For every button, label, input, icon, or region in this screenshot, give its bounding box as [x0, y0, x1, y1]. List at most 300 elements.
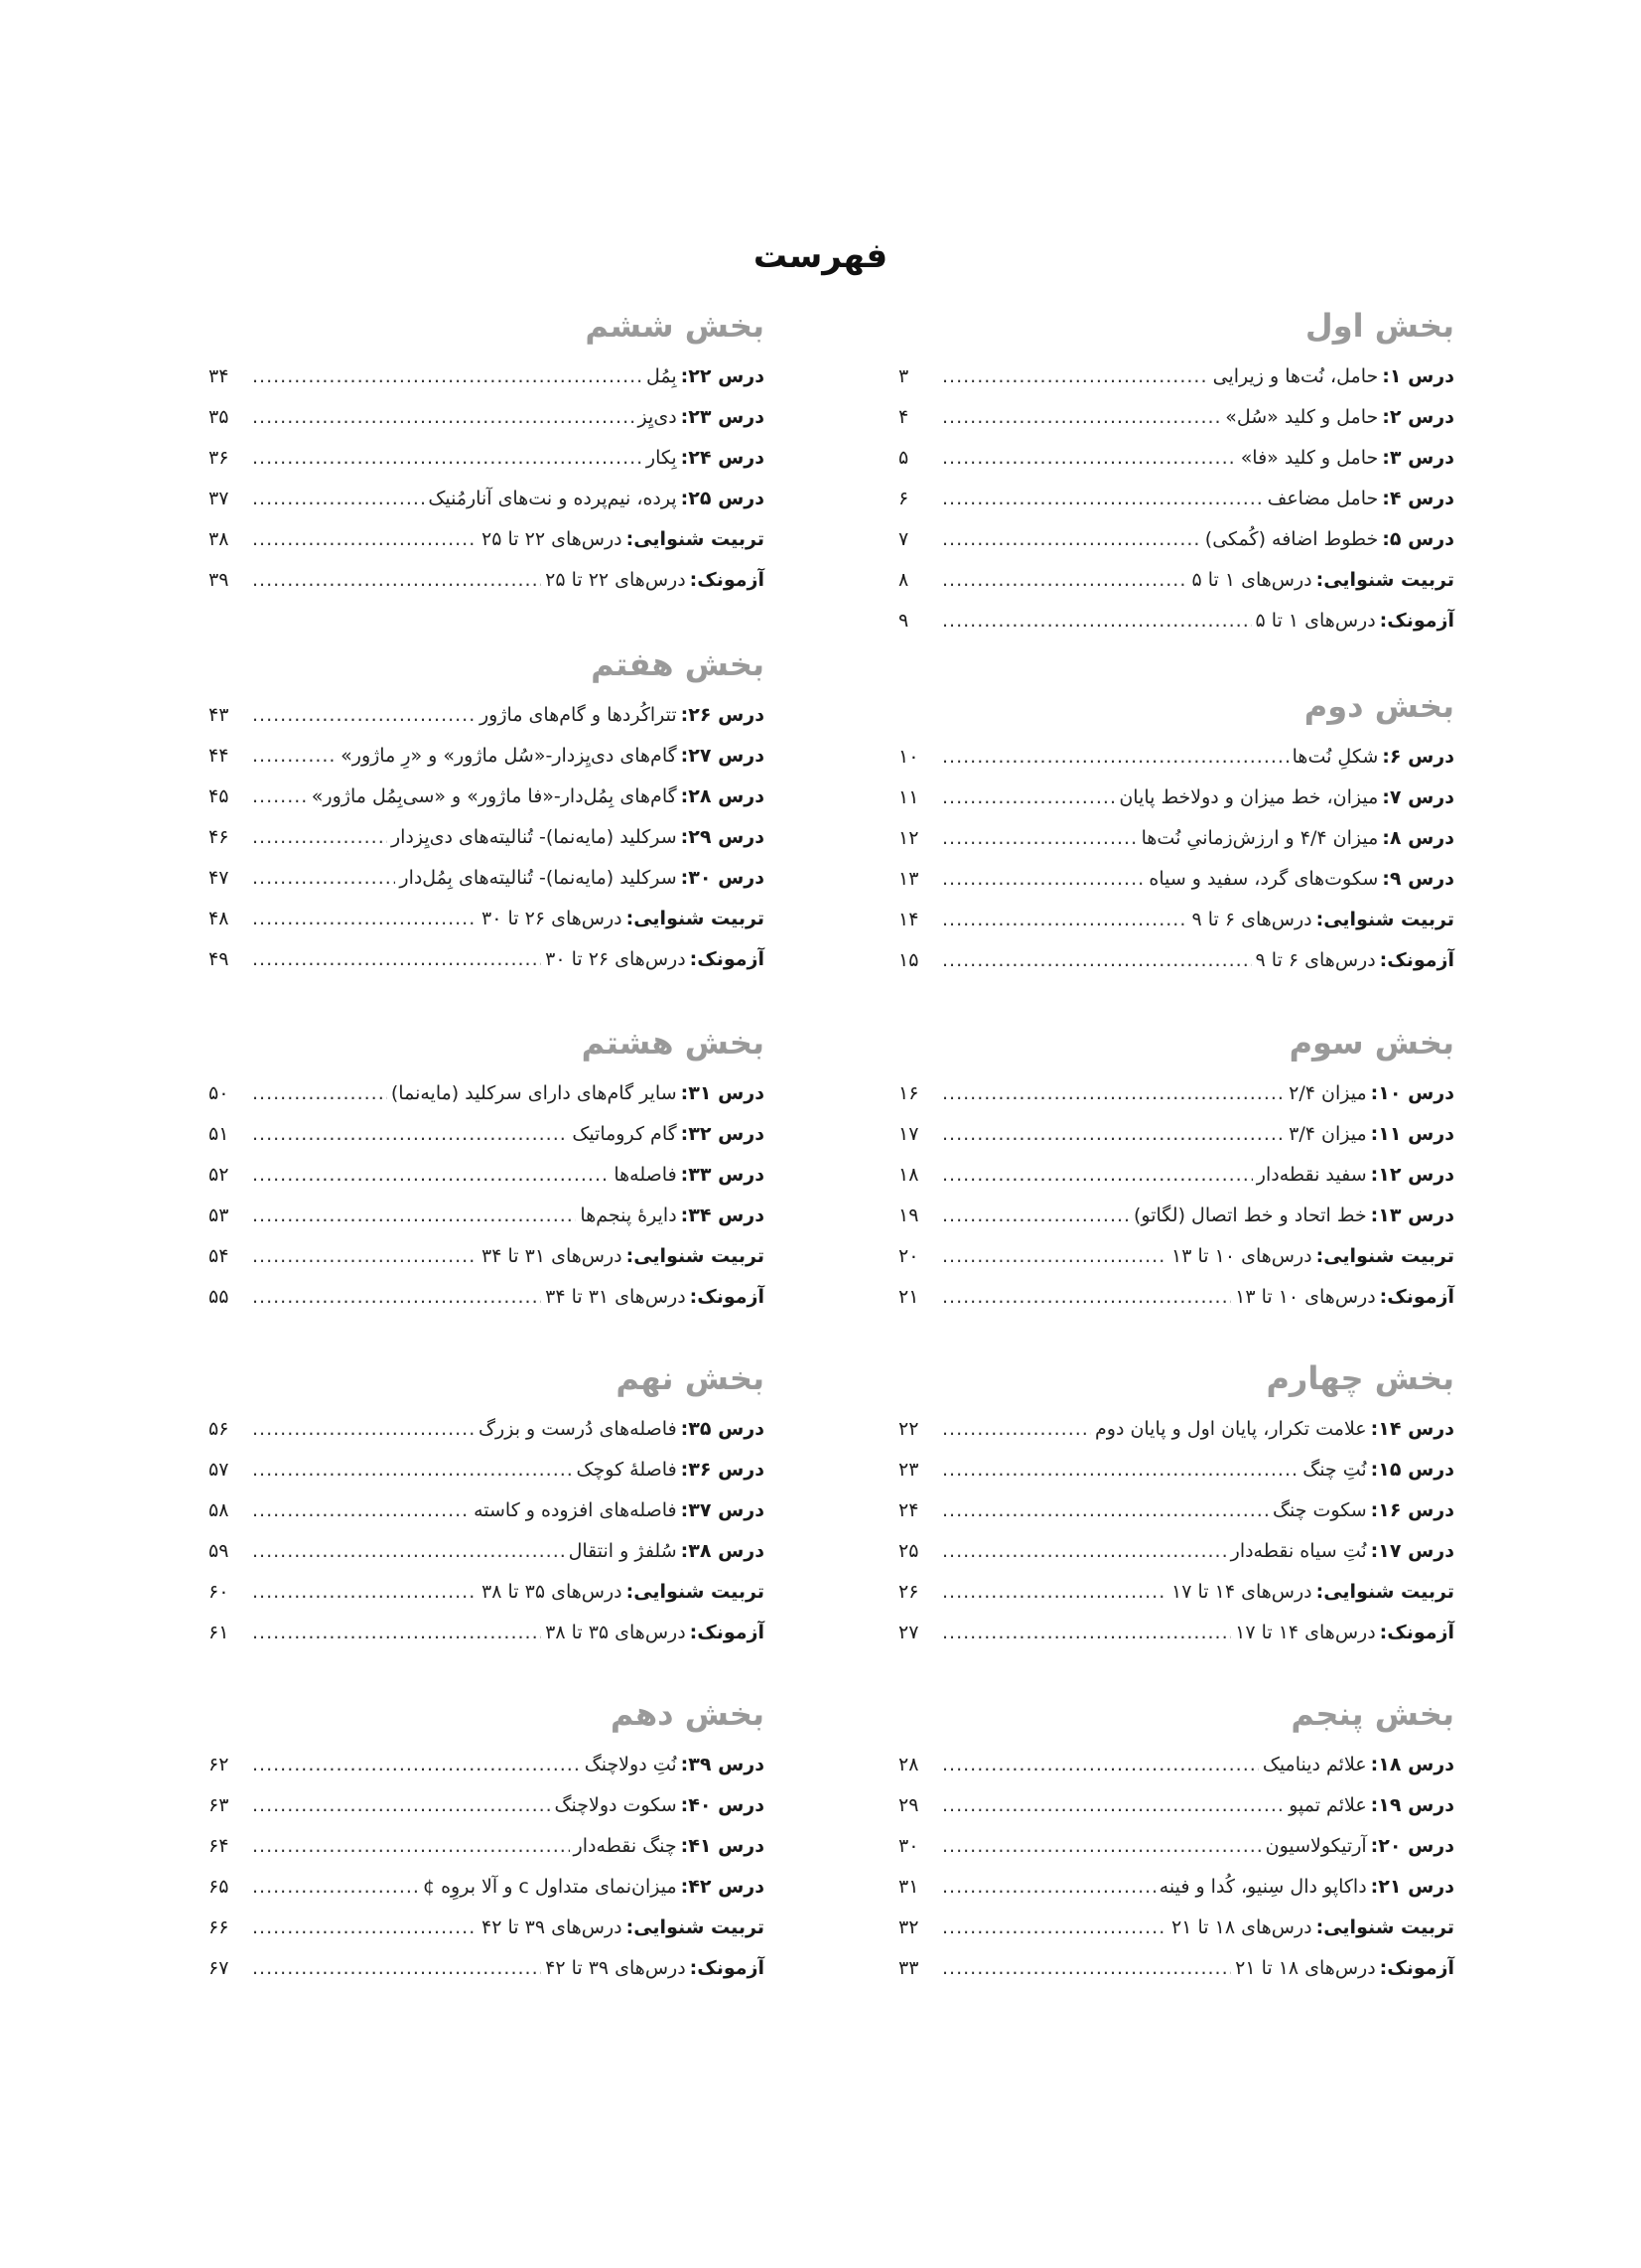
entry-separator: : — [1382, 488, 1390, 509]
entry-label: درس ۱۵ — [1378, 1459, 1454, 1481]
dot-leader — [942, 1531, 1227, 1572]
entry-label: درس ۸ — [1389, 827, 1454, 849]
entry-label: آزمونک — [1387, 949, 1454, 971]
entry-label: تربیت شنوایی — [633, 528, 764, 550]
dot-leader — [252, 1613, 541, 1653]
page-number: ۱۲ — [898, 827, 919, 849]
entry-label: درس ۲۳ — [688, 406, 764, 428]
section-heading: بخش دوم — [1303, 687, 1454, 725]
toc-entry[interactable] — [208, 479, 764, 519]
page-number: ۲۵ — [898, 1540, 919, 1562]
entry-title: علائم دینامیک — [1262, 1754, 1367, 1775]
toc-entry[interactable] — [898, 859, 1454, 900]
section-heading: بخش چهارم — [1266, 1359, 1454, 1397]
entry-label: تربیت شنوایی — [633, 1916, 764, 1938]
section-heading: بخش هفتم — [591, 645, 764, 683]
toc-entry[interactable] — [208, 1948, 764, 1989]
entry-title: علامت تکرار، پایان اول و پایان دوم — [1095, 1418, 1367, 1440]
dot-leader — [942, 1490, 1269, 1531]
dot-leader — [252, 1409, 475, 1450]
entry-label: درس ۱۴ — [1378, 1418, 1454, 1440]
entry-title: درس‌های ۱۴ تا ۱۷ — [1235, 1622, 1376, 1643]
entry-separator: : — [1315, 1245, 1324, 1267]
entry-title: درس‌های ۶ تا ۹ — [1191, 909, 1312, 930]
entry-separator: : — [680, 1876, 689, 1898]
dot-leader — [942, 1785, 1285, 1826]
toc-entry[interactable] — [208, 438, 764, 479]
entry-separator: : — [680, 365, 689, 387]
toc-entry[interactable] — [898, 479, 1454, 519]
entry-separator: : — [1315, 909, 1324, 930]
entry-title: خطوط اضافه (کُمکی) — [1204, 528, 1379, 550]
page-number: ۱۶ — [898, 1082, 919, 1104]
dot-leader — [942, 1236, 1167, 1277]
toc-entry[interactable] — [208, 1114, 764, 1155]
entry-title: درس‌های ۱ تا ۵ — [1191, 569, 1312, 591]
entry-label: درس ۹ — [1389, 868, 1454, 890]
page-number: ۵۶ — [208, 1418, 229, 1440]
entry-title: درس‌های ۱۰ تا ۱۳ — [1171, 1245, 1312, 1267]
toc-section — [898, 683, 1454, 981]
entry-label: درس ۴۱ — [688, 1835, 764, 1857]
page-number: ۶۲ — [208, 1754, 229, 1775]
toc-entry[interactable] — [208, 817, 764, 858]
page-number: ۴ — [898, 406, 909, 428]
toc-entry[interactable] — [208, 1490, 764, 1531]
dot-leader — [252, 438, 642, 479]
toc-entry[interactable] — [898, 1572, 1454, 1613]
entry-separator: : — [1382, 786, 1390, 808]
entry-label: درس ۱۲ — [1378, 1164, 1454, 1186]
entry-title: خط اتحاد و خط اتصال (لگاتو) — [1134, 1205, 1367, 1226]
entry-separator: : — [1370, 1499, 1379, 1521]
toc-entry[interactable] — [898, 900, 1454, 940]
dot-leader — [942, 1572, 1167, 1613]
toc-entry[interactable] — [208, 1409, 764, 1450]
toc-entry[interactable] — [208, 1867, 764, 1908]
toc-entry[interactable] — [208, 1572, 764, 1613]
section-heading: بخش هشتم — [581, 1024, 764, 1062]
entry-separator: : — [1382, 406, 1390, 428]
entry-label: درس ۳۶ — [688, 1459, 764, 1481]
page-number: ۴۶ — [208, 826, 229, 848]
dot-leader — [942, 818, 1138, 859]
page-number: ۳۲ — [898, 1916, 919, 1938]
page-number: ۵۵ — [208, 1286, 229, 1308]
page-number: ۵۸ — [208, 1499, 229, 1521]
page-number: ۶۴ — [208, 1835, 229, 1857]
entry-title: نُتِ دولاچنگ — [584, 1754, 677, 1775]
toc-entry[interactable] — [898, 1409, 1454, 1450]
entry-separator: : — [680, 826, 689, 848]
entry-label: درس ۳۱ — [688, 1082, 764, 1104]
entry-separator: : — [1370, 1164, 1379, 1186]
entry-label: درس ۴۲ — [688, 1876, 764, 1898]
dot-leader — [252, 356, 642, 397]
toc-entry[interactable] — [208, 397, 764, 438]
toc-entry[interactable] — [208, 1277, 764, 1318]
dot-leader — [252, 1450, 573, 1490]
entry-label: درس ۳۰ — [688, 867, 764, 889]
entry-label: آزمونک — [697, 1622, 764, 1643]
entry-separator: : — [1315, 1581, 1324, 1603]
toc-entry[interactable] — [898, 560, 1454, 601]
entry-label: درس ۲۶ — [688, 704, 764, 726]
page-number: ۵۷ — [208, 1459, 229, 1481]
toc-entry[interactable] — [208, 939, 764, 980]
entry-label: آزمونک — [1387, 1622, 1454, 1643]
toc-entry[interactable] — [898, 1948, 1454, 1989]
entry-label: درس ۳ — [1389, 447, 1454, 469]
entry-label: درس ۳۹ — [688, 1754, 764, 1775]
dot-leader — [252, 736, 337, 777]
page-number: ۵۰ — [208, 1082, 229, 1104]
toc-entry[interactable] — [898, 438, 1454, 479]
dot-leader — [942, 397, 1221, 438]
entry-label: درس ۲۱ — [1378, 1876, 1454, 1898]
toc-entry[interactable] — [898, 1450, 1454, 1490]
entry-title: درس‌های ۲۶ تا ۳۰ — [545, 948, 686, 970]
entry-title: سرکلید (مایه‌نما)- تُنالیته‌های بِمُل‌دار — [399, 867, 677, 889]
entry-separator: : — [689, 1957, 698, 1979]
entry-title: گام‌های بِمُل‌دار-«فا ماژور» و «سی‌بِمُل ماژور» — [311, 785, 677, 807]
entry-title: فاصلهٔ کوچک — [576, 1459, 677, 1481]
page-number: ۳۱ — [898, 1876, 919, 1898]
dot-leader — [252, 1867, 419, 1908]
toc-entry[interactable] — [898, 356, 1454, 397]
toc-entry[interactable] — [208, 1236, 764, 1277]
dot-leader — [252, 1490, 470, 1531]
entry-separator: : — [680, 1754, 689, 1775]
entry-separator: : — [1315, 569, 1324, 591]
toc-entry[interactable] — [208, 1785, 764, 1826]
toc-entry[interactable] — [898, 397, 1454, 438]
page-number: ۵ — [898, 447, 909, 469]
toc-entry[interactable] — [898, 601, 1454, 641]
toc-entry[interactable] — [208, 1073, 764, 1114]
toc-entry[interactable] — [898, 737, 1454, 778]
entry-separator: : — [625, 528, 634, 550]
entry-separator: : — [680, 406, 689, 428]
entry-separator: : — [680, 867, 689, 889]
entry-label: درس ۲ — [1389, 406, 1454, 428]
page-number: ۱۳ — [898, 868, 919, 890]
toc-entry[interactable] — [208, 695, 764, 736]
page-number: ۱۰ — [898, 746, 919, 768]
entry-title: درس‌های ۲۲ تا ۲۵ — [545, 569, 686, 591]
entry-label: آزمونک — [697, 569, 764, 591]
page-number: ۱۴ — [898, 909, 919, 930]
page-number: ۱۷ — [898, 1123, 919, 1145]
entry-label: تربیت شنوایی — [1323, 1916, 1454, 1938]
entry-separator: : — [1379, 1957, 1388, 1979]
entry-title: سایر گام‌های دارای سرکلید (مایه‌نما) — [390, 1082, 677, 1104]
toc-entry[interactable] — [208, 1531, 764, 1572]
entry-label: درس ۳۷ — [688, 1499, 764, 1521]
entry-title: میزان ۳/۴ — [1289, 1123, 1367, 1145]
toc-entry[interactable] — [898, 1073, 1454, 1114]
page-number: ۶ — [898, 488, 909, 509]
entry-separator: : — [1370, 1459, 1379, 1481]
entry-title: درس‌های ۲۲ تا ۲۵ — [481, 528, 622, 550]
toc-entry[interactable] — [898, 940, 1454, 981]
entry-label: درس ۲۷ — [688, 745, 764, 767]
entry-separator: : — [1382, 868, 1390, 890]
dot-leader — [942, 1948, 1231, 1989]
page-title: فهرست — [752, 236, 889, 276]
toc-entry[interactable] — [208, 1826, 764, 1867]
page-number: ۵۳ — [208, 1205, 229, 1226]
dot-leader — [942, 1867, 1156, 1908]
toc-entry[interactable] — [898, 1490, 1454, 1531]
page-number: ۶۶ — [208, 1916, 229, 1938]
dot-leader — [252, 777, 308, 817]
page-number: ۳۵ — [208, 406, 229, 428]
dot-leader — [942, 519, 1201, 560]
entry-label: درس ۵ — [1389, 528, 1454, 550]
entry-title: حامل مضاعف — [1267, 488, 1379, 509]
dot-leader — [942, 479, 1264, 519]
page-number: ۵۲ — [208, 1164, 229, 1186]
entry-label: آزمونک — [1387, 1957, 1454, 1979]
page-number: ۴۷ — [208, 867, 229, 889]
entry-separator: : — [680, 1082, 689, 1104]
toc-entry[interactable] — [898, 1785, 1454, 1826]
entry-label: درس ۱۷ — [1378, 1540, 1454, 1562]
entry-title: سکوت دولاچنگ — [554, 1794, 677, 1816]
toc-entry[interactable] — [898, 1867, 1454, 1908]
toc-entry[interactable] — [898, 818, 1454, 859]
dot-leader — [252, 397, 634, 438]
dot-leader — [252, 1745, 581, 1785]
dot-leader — [942, 900, 1187, 940]
toc-section — [898, 1355, 1454, 1653]
toc-entry[interactable] — [208, 858, 764, 899]
dot-leader — [942, 1613, 1231, 1653]
dot-leader — [252, 1908, 478, 1948]
section-heading: بخش نهم — [615, 1359, 764, 1397]
toc-entry[interactable] — [898, 1531, 1454, 1572]
page-number: ۶۳ — [208, 1794, 229, 1816]
toc-entry[interactable] — [208, 1745, 764, 1785]
toc-entry[interactable] — [898, 1114, 1454, 1155]
entry-label: تربیت شنوایی — [1323, 1245, 1454, 1267]
entry-separator: : — [1370, 1205, 1379, 1226]
dot-leader — [942, 1196, 1130, 1236]
entry-label: درس ۱۸ — [1378, 1754, 1454, 1775]
entry-label: درس ۲۴ — [688, 447, 764, 469]
page-number: ۴۵ — [208, 785, 229, 807]
entry-label: تربیت شنوایی — [1323, 1581, 1454, 1603]
dot-leader — [942, 1745, 1259, 1785]
dot-leader — [252, 817, 387, 858]
entry-separator: : — [689, 948, 698, 970]
toc-section — [208, 1691, 764, 1989]
entry-label: درس ۱۹ — [1378, 1794, 1454, 1816]
dot-leader — [252, 1114, 568, 1155]
entry-separator: : — [1382, 365, 1390, 387]
entry-title: گام کروماتیک — [572, 1123, 677, 1145]
entry-title: حامل و کلید «فا» — [1240, 447, 1379, 469]
page-number: ۲۶ — [898, 1581, 919, 1603]
toc-section — [208, 641, 764, 980]
entry-label: درس ۶ — [1389, 746, 1454, 768]
toc-entry[interactable] — [208, 1450, 764, 1490]
dot-leader — [252, 1948, 541, 1989]
entry-label: آزمونک — [697, 1957, 764, 1979]
entry-separator: : — [689, 1622, 698, 1643]
entry-label: درس ۱۳ — [1378, 1205, 1454, 1226]
entry-label: درس ۲۵ — [688, 488, 764, 509]
page-number: ۵۱ — [208, 1123, 229, 1145]
toc-entry[interactable] — [208, 1613, 764, 1653]
toc-entry[interactable] — [208, 1155, 764, 1196]
entry-title: شکلِ نُت‌ها — [1292, 746, 1379, 768]
page-number: ۵۴ — [208, 1245, 229, 1267]
toc-entry[interactable] — [898, 778, 1454, 818]
entry-title: فاصله‌های افزوده و کاسته — [474, 1499, 677, 1521]
toc-entry[interactable] — [898, 1155, 1454, 1196]
entry-title: بِکار — [645, 447, 677, 469]
entry-title: درس‌های ۱۸ تا ۲۱ — [1235, 1957, 1376, 1979]
toc-entry[interactable] — [208, 1908, 764, 1948]
toc-entry[interactable] — [898, 1236, 1454, 1277]
entry-title: فاصله‌های دُرست و بزرگ — [479, 1418, 677, 1440]
toc-entry[interactable] — [208, 736, 764, 777]
entry-title: درس‌های ۱ تا ۵ — [1255, 610, 1376, 632]
toc-entry[interactable] — [208, 519, 764, 560]
toc-entry[interactable] — [208, 356, 764, 397]
toc-entry[interactable] — [208, 777, 764, 817]
entry-label: آزمونک — [1387, 610, 1454, 632]
page-number: ۳۷ — [208, 488, 229, 509]
entry-separator: : — [680, 1418, 689, 1440]
dot-leader — [252, 1826, 570, 1867]
entry-title: درس‌های ۱۴ تا ۱۷ — [1171, 1581, 1312, 1603]
entry-label: درس ۷ — [1389, 786, 1454, 808]
entry-separator: : — [680, 1540, 689, 1562]
dot-leader — [942, 1826, 1262, 1867]
entry-separator: : — [625, 1245, 634, 1267]
entry-separator: : — [680, 1835, 689, 1857]
entry-title: نُتِ چنگ — [1302, 1459, 1367, 1481]
entry-label: درس ۳۲ — [688, 1123, 764, 1145]
entry-separator: : — [1370, 1540, 1379, 1562]
entry-title: درس‌های ۱۰ تا ۱۳ — [1235, 1286, 1376, 1308]
page-number: ۴۸ — [208, 908, 229, 929]
dot-leader — [942, 601, 1252, 641]
page-number: ۶۰ — [208, 1581, 229, 1603]
dot-leader — [942, 737, 1289, 778]
entry-title: سُلفژ و انتقال — [568, 1540, 677, 1562]
toc-entry[interactable] — [208, 1196, 764, 1236]
toc-entry[interactable] — [898, 1745, 1454, 1785]
page-number: ۵۹ — [208, 1540, 229, 1562]
toc-entry[interactable] — [898, 1908, 1454, 1948]
entry-separator: : — [1370, 1876, 1379, 1898]
page-number: ۲۳ — [898, 1459, 919, 1481]
section-heading: بخش اول — [1304, 307, 1454, 345]
entry-label: درس ۴۰ — [688, 1794, 764, 1816]
toc-entry[interactable] — [898, 1613, 1454, 1653]
entry-title: درس‌های ۳۱ تا ۳۴ — [545, 1286, 686, 1308]
entry-label: درس ۲۸ — [688, 785, 764, 807]
dot-leader — [252, 1155, 610, 1196]
entry-label: تربیت شنوایی — [1323, 569, 1454, 591]
entry-separator: : — [625, 1581, 634, 1603]
entry-separator: : — [625, 1916, 634, 1938]
entry-title: گام‌های دی‌یِزدار-«سُل ماژور» و «رِ ماژور» — [341, 745, 677, 767]
dot-leader — [942, 1409, 1091, 1450]
dot-leader — [942, 940, 1252, 981]
dot-leader — [252, 1531, 565, 1572]
page-number: ۲۷ — [898, 1622, 919, 1643]
entry-separator: : — [1382, 528, 1390, 550]
entry-title: درس‌های ۲۶ تا ۳۰ — [481, 908, 622, 929]
page-number: ۲۲ — [898, 1418, 919, 1440]
entry-title: درس‌های ۳۵ تا ۳۸ — [545, 1622, 686, 1643]
entry-label: درس ۲۰ — [1378, 1835, 1454, 1857]
entry-label: درس ۱۰ — [1378, 1082, 1454, 1104]
toc-entry[interactable] — [898, 1196, 1454, 1236]
dot-leader — [252, 858, 395, 899]
entry-label: درس ۳۸ — [688, 1540, 764, 1562]
entry-separator: : — [680, 1459, 689, 1481]
dot-leader — [252, 1572, 478, 1613]
toc-entry[interactable] — [898, 1826, 1454, 1867]
page-number: ۳ — [898, 365, 909, 387]
entry-title: سفید نقطه‌دار — [1256, 1164, 1367, 1186]
entry-label: درس ۳۴ — [688, 1205, 764, 1226]
page-number: ۴۳ — [208, 704, 229, 726]
entry-title: حامل، نُت‌ها و زیرایی — [1212, 365, 1379, 387]
dot-leader — [942, 356, 1209, 397]
toc-section — [208, 1355, 764, 1653]
entry-separator: : — [680, 1499, 689, 1521]
dot-leader — [942, 1155, 1253, 1196]
page-number: ۱۸ — [898, 1164, 919, 1186]
toc-entry[interactable] — [898, 519, 1454, 560]
dot-leader — [942, 1277, 1231, 1318]
entry-label: درس ۳۳ — [688, 1164, 764, 1186]
entry-separator: : — [680, 488, 689, 509]
toc-entry[interactable] — [208, 899, 764, 939]
entry-separator: : — [680, 704, 689, 726]
entry-separator: : — [1379, 610, 1388, 632]
toc-entry[interactable] — [208, 560, 764, 601]
entry-label: آزمونک — [1387, 1286, 1454, 1308]
entry-title: نُتِ سیاه نقطه‌دار — [1230, 1540, 1367, 1562]
section-heading: بخش پنجم — [1291, 1695, 1454, 1733]
section-heading: بخش سوم — [1289, 1024, 1454, 1062]
entry-label: درس ۱۱ — [1378, 1123, 1454, 1145]
page-number: ۳۶ — [208, 447, 229, 469]
entry-title: پرده، نیم‌پرده و نت‌های آنارمُنیک — [428, 488, 677, 509]
entry-title: آرتیکولاسیون — [1265, 1835, 1367, 1857]
section-heading: بخش ششم — [585, 307, 764, 345]
toc-section — [208, 1020, 764, 1318]
entry-title: میزان ۲/۴ — [1289, 1082, 1367, 1104]
entry-label: درس ۲۲ — [688, 365, 764, 387]
toc-entry[interactable] — [898, 1277, 1454, 1318]
entry-separator: : — [680, 447, 689, 469]
entry-separator: : — [625, 908, 634, 929]
page-number: ۳۴ — [208, 365, 229, 387]
entry-title: دایرهٔ پنجم‌ها — [580, 1205, 677, 1226]
page-number: ۳۸ — [208, 528, 229, 550]
entry-title: علائم تمپو — [1289, 1794, 1367, 1816]
entry-title: میزان، خط میزان و دولاخط پایان — [1119, 786, 1379, 808]
